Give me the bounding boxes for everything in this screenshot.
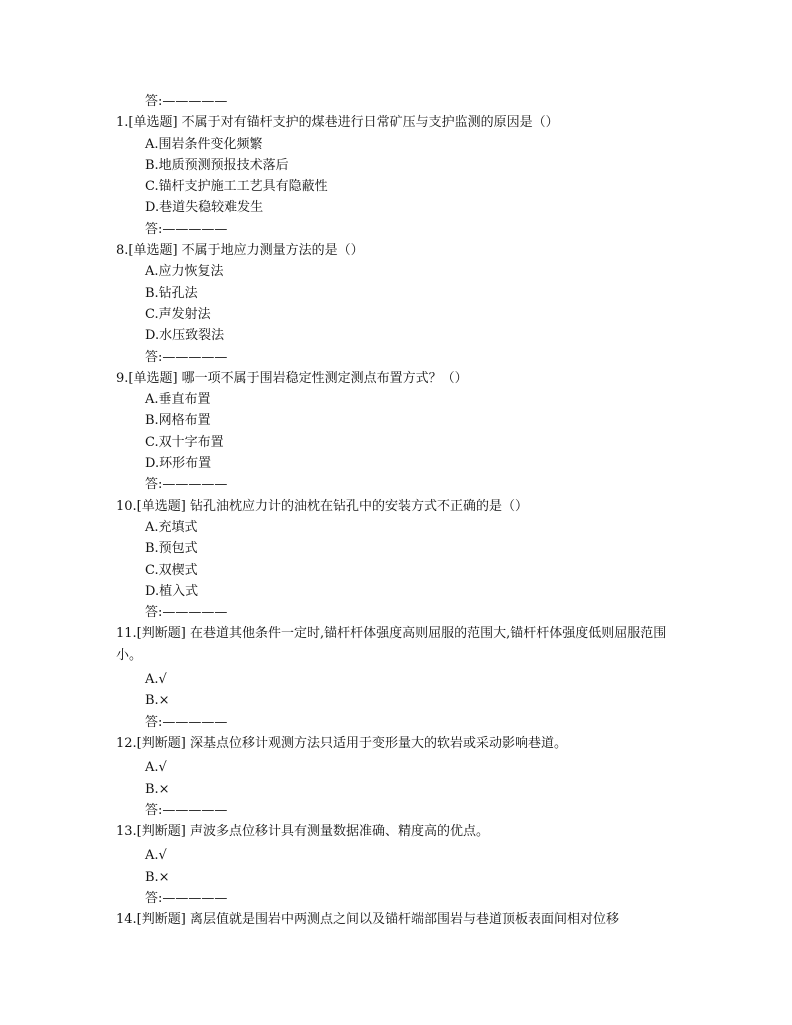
- option-b: B.×: [145, 781, 170, 797]
- option-a: A.应力恢复法: [145, 264, 224, 280]
- question-10: [116, 496, 676, 624]
- option-a: A.充填式: [145, 519, 198, 535]
- answer-line: 答:—————: [145, 802, 228, 818]
- question-9: [116, 368, 676, 496]
- answer-line: 答:—————: [145, 221, 228, 237]
- question-8: [116, 240, 676, 368]
- option-a: A.√: [145, 848, 167, 864]
- answer-line: 答:—————: [145, 714, 228, 730]
- answer-line: 答:—————: [145, 349, 228, 365]
- question-12: [116, 733, 676, 821]
- option-d: D.巷道失稳较难发生: [145, 200, 264, 216]
- question-1: [116, 112, 676, 240]
- answer-line: 答:—————: [145, 94, 228, 109]
- question-stem: 1.[单选题] 不属于对有锚杆支护的煤巷进行日常矿压与支护监测的原因是（）: [116, 115, 559, 131]
- answer-line: 答:—————: [145, 890, 228, 906]
- option-c: C.锚杆支护施工工艺具有隐蔽性: [145, 179, 328, 195]
- option-c: C.双十字布置: [145, 434, 224, 450]
- option-c: C.双楔式: [145, 562, 198, 578]
- option-d: D.环形布置: [145, 456, 212, 472]
- question-stem: 9.[单选题] 哪一项不属于围岩稳定性测定测点布置方式？（）: [116, 370, 468, 386]
- option-b: B.预包式: [145, 541, 198, 557]
- option-b: B.钻孔法: [145, 285, 198, 301]
- option-b: B.地质预测预报技术落后: [145, 157, 289, 173]
- option-d: D.植入式: [145, 583, 199, 599]
- option-a: A.围岩条件变化频繁: [145, 136, 263, 152]
- question-stem: 11.[判断题] 在巷道其他条件一定时,锚杆杆体强度高则屈服的范围大,锚杆杆体强度低则屈服范围小。: [116, 626, 667, 663]
- option-a: A.√: [145, 760, 167, 776]
- question-list: [116, 91, 676, 931]
- question-stem: 10.[单选题] 钻孔油枕应力计的油枕在钻孔中的安装方式不正确的是（）: [116, 498, 528, 514]
- answer-line: 答:—————: [145, 605, 228, 621]
- option-c: C.声发射法: [145, 306, 211, 322]
- option-a: A.垂直布置: [145, 392, 211, 408]
- question-14: [116, 909, 676, 930]
- option-b: B.×: [145, 693, 170, 709]
- answer-line: 答:—————: [145, 477, 228, 493]
- option-a: A.√: [145, 672, 167, 688]
- option-b: B.网格布置: [145, 413, 211, 429]
- question-stem: 12.[判断题] 深基点位移计观测方法只适用于变形量大的软岩或采动影响巷道。: [116, 735, 567, 751]
- question-stem: 14.[判断题] 离层值就是围岩中两测点之间以及锚杆端部围岩与巷道顶板表面间相对位移: [116, 912, 619, 928]
- question-11: [116, 623, 676, 732]
- option-d: D.水压致裂法: [145, 328, 225, 344]
- question-stem: 8.[单选题] 不属于地应力测量方法的是（）: [116, 243, 364, 259]
- question-13: [116, 821, 676, 909]
- option-b: B.×: [145, 869, 170, 885]
- question-stem: 13.[判断题] 声波多点位移计具有测量数据准确、精度高的优点。: [116, 824, 489, 840]
